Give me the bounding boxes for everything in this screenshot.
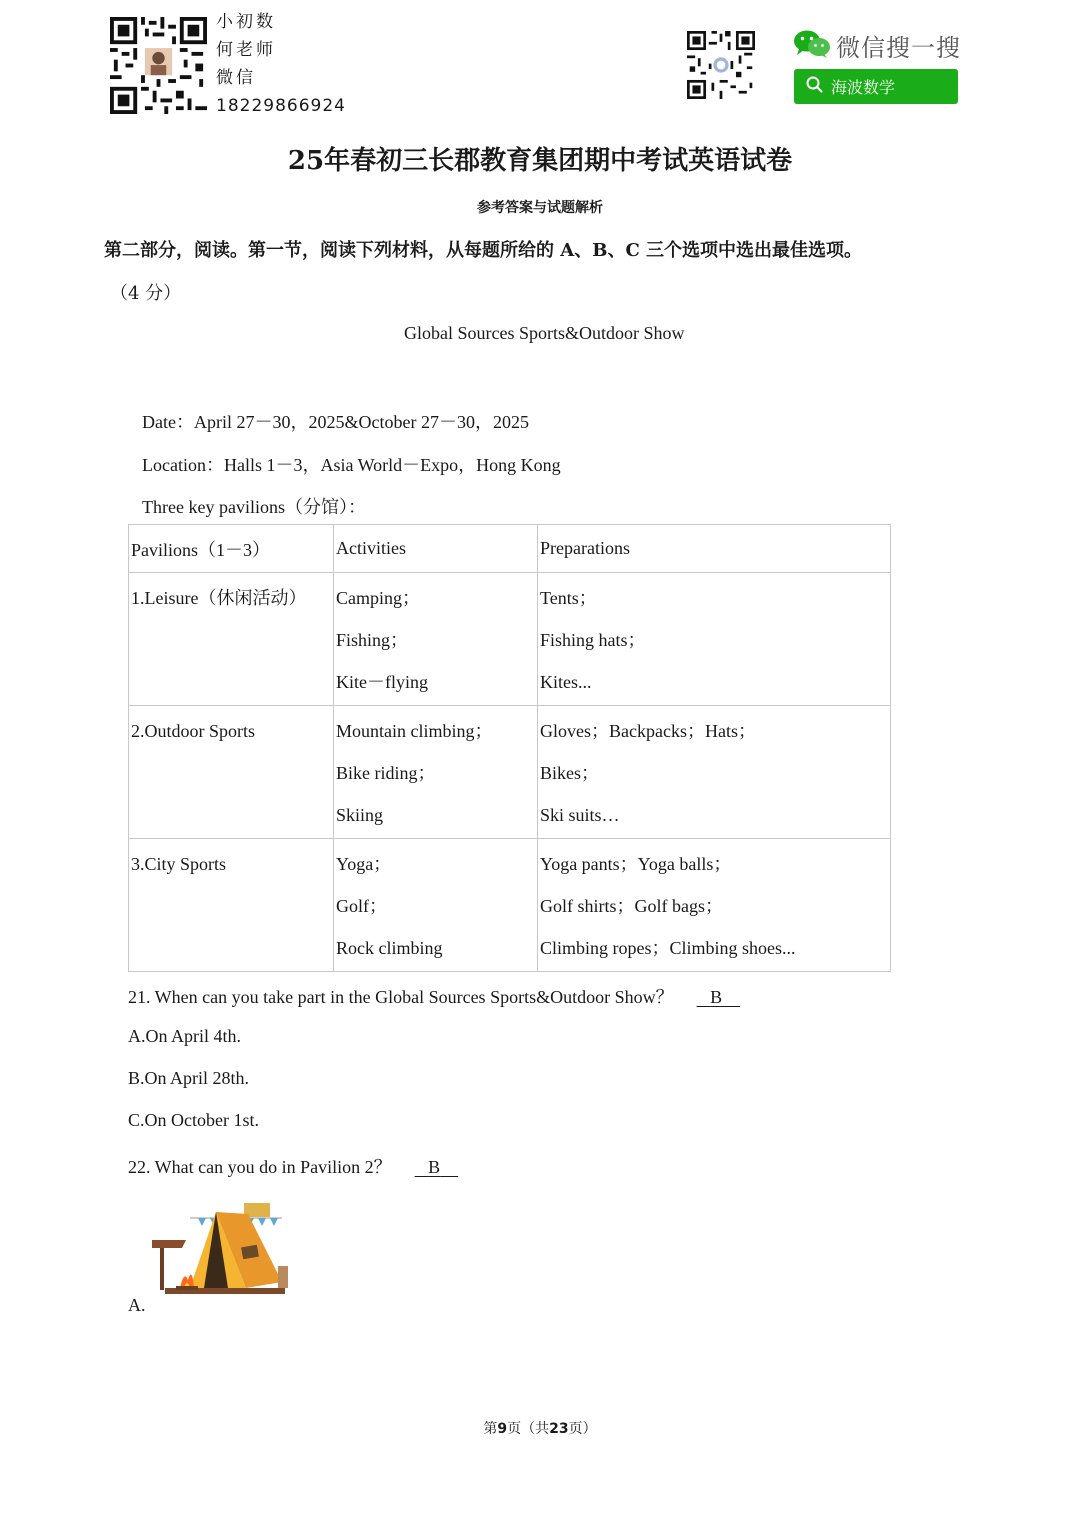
pavilion-name: 2.Outdoor Sports (131, 721, 256, 741)
question-21 (128, 983, 740, 1009)
pavilions-intro: Three key pavilions（分馆）： (142, 497, 366, 517)
pavilion-name: 3.City Sports (131, 854, 227, 874)
option-b: B.On April 28th. (128, 1068, 250, 1088)
contact-qr-code (110, 17, 207, 114)
table-row (129, 573, 891, 706)
table-row (129, 839, 891, 972)
question-answer (415, 1157, 459, 1178)
option-a-label: A. (128, 1295, 146, 1315)
exam-subtitle: 参考答案与试题解析 (477, 200, 603, 216)
table-row (129, 706, 891, 839)
location-line: Location：Halls 1－3，Asia World－Expo，Hong Kong (142, 455, 561, 475)
preparation-item: Yoga pants；Yoga balls； (540, 854, 732, 874)
date-line: Date：April 27－30，2025&October 27－30，2025 (142, 412, 529, 432)
section-points: （4 分） (110, 283, 182, 304)
section-heading: 第二部分，阅读。第一节，阅读下列材料，从每题所给的 A、B、C 三个选项中选出最佳选项。 (104, 240, 863, 261)
footer-suffix: 页） (568, 1421, 597, 1437)
exam-title: 25年春初三长郡教育集团期中考试英语试卷 (287, 146, 793, 176)
pavilions-table (128, 524, 891, 972)
preparations-cell (538, 573, 891, 706)
preparation-item: Gloves；Backpacks；Hats； (540, 721, 756, 741)
header-activities: Activities (334, 525, 538, 573)
activities-cell (334, 839, 538, 972)
handwritten-contact (216, 8, 346, 120)
activity-item: Rock climbing (336, 938, 443, 958)
activity-item: Kite－flying (336, 672, 428, 692)
activities-cell (334, 573, 538, 706)
option-a: A.On April 4th. (128, 1026, 242, 1046)
question-answer (697, 987, 741, 1008)
question-text: 21. When can you take part in the Global Sources Sports&Outdoor Show？ (128, 987, 674, 1007)
pavilion-cell (129, 839, 334, 972)
preparation-item: Golf shirts；Golf bags； (540, 896, 723, 916)
pavilion-name: 1.Leisure（休闲活动） (131, 588, 307, 608)
activity-item: Golf； (336, 896, 387, 916)
total-pages: 23 (549, 1421, 569, 1437)
preparation-item: Ski suits… (540, 805, 620, 825)
handwritten-phone-number: 18229866924 (216, 96, 346, 116)
preparation-item: Tents； (540, 588, 597, 608)
handwritten-line: 微信 (216, 68, 256, 88)
wechat-search-button[interactable] (794, 69, 958, 104)
answer-letter: B (428, 1157, 441, 1177)
activity-item: Mountain climbing； (336, 721, 493, 741)
question-text: 22. What can you do in Pavilion 2？ (128, 1157, 392, 1177)
header-preparations: Preparations (538, 525, 891, 573)
preparation-item: Bikes； (540, 763, 600, 783)
pavilion-cell (129, 573, 334, 706)
passage-title: Global Sources Sports&Outdoor Show (404, 323, 685, 343)
camping-tent-image (150, 1200, 300, 1300)
wechat-logo-icon (793, 29, 831, 59)
activity-item: Camping； (336, 588, 420, 608)
activity-item: Bike riding； (336, 763, 436, 783)
activity-item: Skiing (336, 805, 384, 825)
page-footer (0, 1418, 1080, 1438)
search-icon (806, 76, 823, 97)
wechat-qr-code (687, 31, 755, 99)
answer-letter: B (710, 987, 723, 1007)
preparation-item: Fishing hats； (540, 630, 646, 650)
question-22 (128, 1153, 458, 1179)
handwritten-teacher-name: 何老师 (216, 40, 276, 60)
footer-prefix: 第 (483, 1421, 498, 1437)
preparations-cell (538, 706, 891, 839)
option-c: C.On October 1st. (128, 1110, 259, 1130)
preparations-cell (538, 839, 891, 972)
header-pavilions: Pavilions（1－3） (129, 525, 334, 573)
page-number: 9 (497, 1421, 508, 1437)
search-button-label: 海波数学 (831, 78, 896, 97)
preparation-item: Climbing ropes；Climbing shoes... (540, 938, 796, 958)
wechat-search-title: 微信搜一搜 (836, 34, 961, 62)
preparation-item: Kites... (540, 672, 592, 692)
handwritten-line: 小初数 (216, 12, 276, 32)
activity-item: Yoga； (336, 854, 392, 874)
activities-cell (334, 706, 538, 839)
footer-middle: 页（共 (507, 1421, 550, 1437)
activity-item: Fishing； (336, 630, 409, 650)
table-header-row (129, 525, 891, 573)
pavilion-cell (129, 706, 334, 839)
